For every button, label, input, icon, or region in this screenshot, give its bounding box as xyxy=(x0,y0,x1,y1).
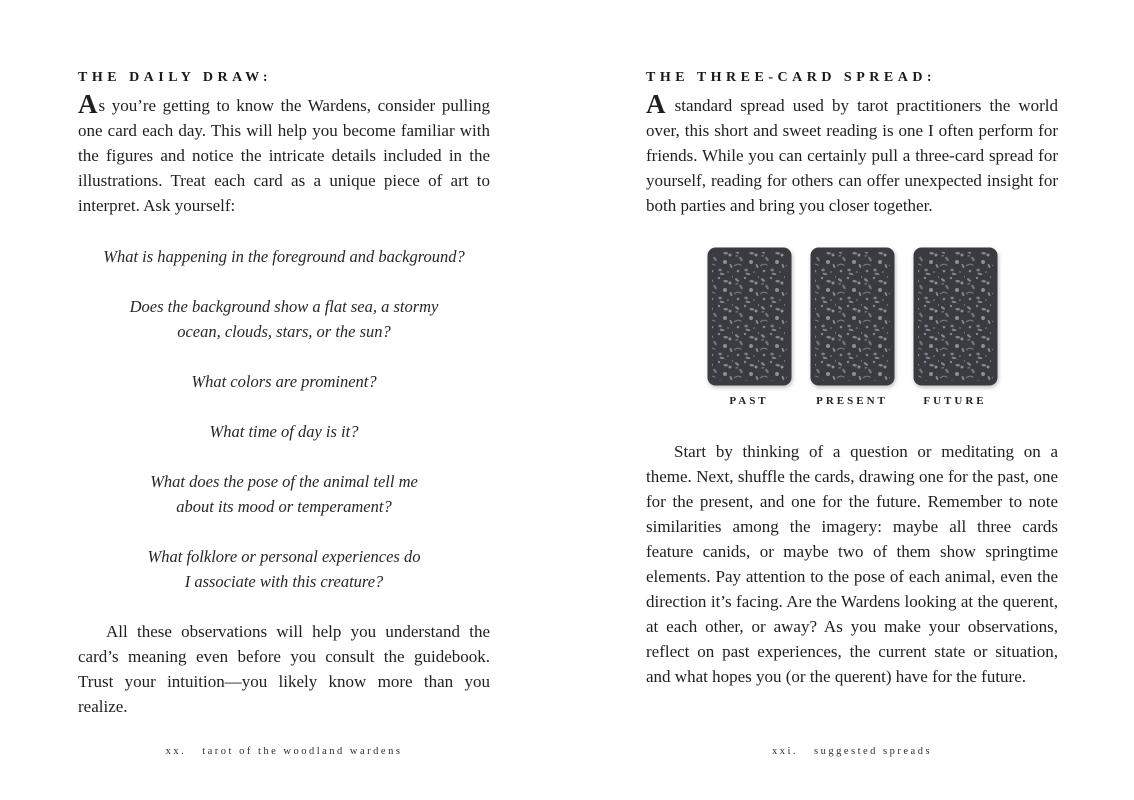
page-number: xxi. xyxy=(771,746,798,757)
running-title: suggested spreads xyxy=(814,746,933,757)
spacer xyxy=(667,96,675,115)
page-number: xx. xyxy=(165,746,187,757)
closing-paragraph: All these observations will help you understand the card’s meaning even before you consult the guidebook. Trust your intuition—you likely know more than you realize. xyxy=(78,622,490,716)
question-item xyxy=(78,469,490,519)
tarot-card-back-present xyxy=(810,247,895,386)
drop-cap: A xyxy=(78,89,99,119)
card-label-past: PAST xyxy=(729,395,769,407)
question-item xyxy=(78,294,490,344)
page-right xyxy=(646,68,1058,689)
running-title: tarot of the woodland wardens xyxy=(202,746,403,757)
page-left xyxy=(78,68,490,719)
question-line: Does the background show a flat sea, a stormy xyxy=(129,297,439,316)
drop-cap: A xyxy=(646,89,667,119)
question-line: What colors are prominent? xyxy=(191,372,377,391)
left-page-footer xyxy=(78,746,490,757)
question-item xyxy=(78,419,490,444)
intro-paragraph xyxy=(646,91,1058,218)
question-line: What does the pose of the animal tell me xyxy=(150,472,418,491)
card-label-row xyxy=(646,395,1058,407)
question-item xyxy=(78,244,490,269)
question-line: about its mood or temperament? xyxy=(176,497,392,516)
tarot-card-back-future xyxy=(913,247,998,386)
question-line: What time of day is it? xyxy=(209,422,359,441)
page-title: THE DAILY DRAW: xyxy=(78,70,273,85)
card-label-future: FUTURE xyxy=(923,395,987,407)
intro-paragraph xyxy=(78,91,490,218)
card-label-present: PRESENT xyxy=(816,395,888,407)
question-line: I associate with this creature? xyxy=(184,572,384,591)
intro-text: standard spread used by tarot practitioners the world over, this short and sweet reading is one I often perform for friends. While you can certainly pull a three-card spread for yourself, reading for others can offer unexpected insight for both parties and bring you closer together. xyxy=(646,96,1059,215)
intro-text: s you’re getting to know the Wardens, consider pulling one card each day. This will help you become familiar with the figures and notice the intricate details included in the illustrations. Treat each card as a unique piece of art to interpret. Ask yourself: xyxy=(78,96,490,215)
right-page-footer xyxy=(646,746,1058,757)
question-line: ocean, clouds, stars, or the sun? xyxy=(177,322,391,341)
question-line: What is happening in the foreground and background? xyxy=(103,247,465,266)
question-list xyxy=(78,244,490,594)
tarot-card-back-past xyxy=(707,247,792,386)
question-line: What folklore or personal experiences do xyxy=(147,547,421,566)
question-item xyxy=(78,544,490,594)
three-card-spread-figure xyxy=(646,247,1058,386)
question-item xyxy=(78,369,490,394)
page-title: THE THREE-CARD SPREAD: xyxy=(646,70,937,85)
body-paragraph: Start by thinking of a question or meditating on a theme. Next, shuffle the cards, drawing one for the past, one for the present, and one for the future. Remember to note similarities among the imagery: maybe all three cards feature canids, or maybe two of them show springtime elements. Pay attention to the pose of each animal, even the direction it’s facing. Are the Wardens looking at the querent, at each other, or away? As you make your observations, reflect on past experiences, the current state or situation, and what hopes you (or the querent) have for the future. xyxy=(646,442,1058,686)
